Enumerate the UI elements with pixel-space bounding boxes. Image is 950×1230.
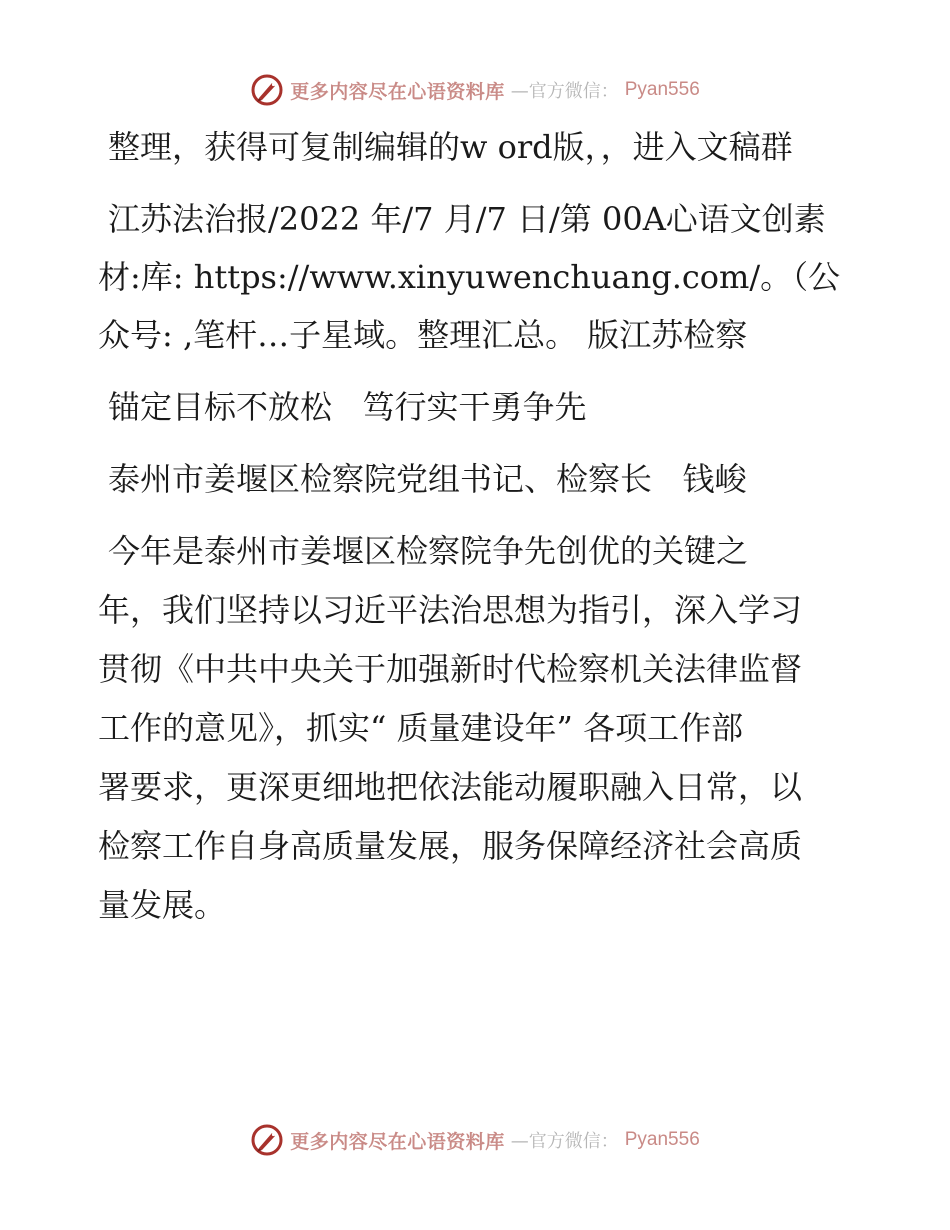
pen-logo-icon bbox=[250, 1123, 284, 1157]
article-author: 泰州市姜堰区检察院党组书记、检察长 钱峻 bbox=[108, 460, 747, 498]
footer-banner bbox=[0, 1120, 950, 1160]
body-line: 工作的意见》，抓实“ 质量建设年” 各项工作部 bbox=[98, 709, 744, 747]
body-line: 检察工作自身高质量发展，服务保障经济社会高质 bbox=[98, 827, 803, 865]
banner-wechat-id: Pyan556 bbox=[624, 79, 700, 100]
pen-logo-icon bbox=[250, 73, 284, 107]
intro-paragraph: 整理，获得可复制编辑的w ord版，，进入文稿群 bbox=[108, 128, 793, 166]
header-banner bbox=[0, 70, 950, 110]
banner-brand-text: 更多内容尽在心语资料库 bbox=[290, 1130, 505, 1153]
banner-brand-text: 更多内容尽在心语资料库 bbox=[290, 80, 505, 103]
banner-official-label: —官方微信： bbox=[510, 1131, 619, 1152]
article-body bbox=[98, 522, 854, 935]
banner-official-label: —官方微信： bbox=[510, 81, 619, 102]
body-line: 署要求，更深更细地把依法能动履职融入日常，以 bbox=[98, 768, 803, 806]
banner-wechat-id: Pyan556 bbox=[624, 1129, 700, 1150]
body-line: 量发展。 bbox=[98, 886, 227, 924]
source-paragraph: 江苏法治报/2022 年/7 月/7 日/第 00A心语文创素材:库: https://www.xinyuwenchuang.com/。（公众号: ,笔杆…子星域。整理汇总。 版江苏检察 bbox=[98, 200, 841, 354]
body-line: 今年是泰州市姜堰区检察院争先创优的关键之 bbox=[108, 532, 749, 570]
document-body bbox=[98, 118, 854, 935]
body-line: 贯彻《中共中央关于加强新时代检察机关法律监督 bbox=[98, 650, 803, 688]
body-line: 年，我们坚持以习近平法治思想为指引，深入学习 bbox=[98, 591, 803, 629]
article-title: 锚定目标不放松 笃行实干勇争先 bbox=[108, 388, 587, 426]
